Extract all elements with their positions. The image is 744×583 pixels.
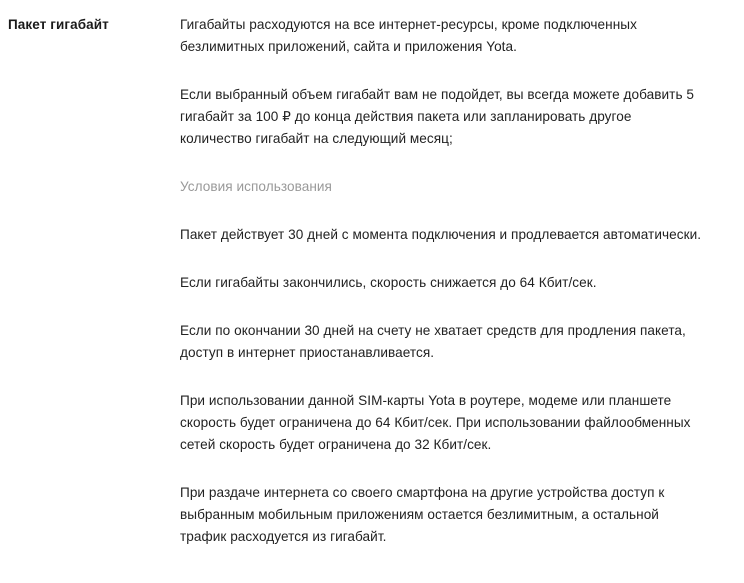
- paragraph-5: Если по окончании 30 дней на счету не хватает средств для продления пакета, доступ в интернет приостанавливается.: [180, 323, 686, 361]
- paragraph-4: Если гигабайты закончились, скорость снижается до 64 Кбит/сек.: [180, 275, 597, 291]
- description-column: [180, 14, 724, 548]
- paragraph-7: При раздаче интернета со своего смартфона на другие устройства доступ к выбранным мобильным приложениям остается безлимитным, а остальной трафик расходуется из гигабайт.: [180, 485, 665, 545]
- paragraph-6: При использовании данной SIM-карты Yota в роутере, модеме или планшете скорость будет ограничена до 64 Кбит/сек. При использовании файлообменных сетей скорость будет ограничена до 32 Кбит/сек.: [180, 393, 691, 453]
- definition-row: [8, 14, 724, 548]
- paragraph-2: Если выбранный объем гигабайт вам не подойдет, вы всегда можете добавить 5 гигабайт за 100 ₽ до конца действия пакета или запланировать другое количество гигабайт на следующий месяц;: [180, 87, 695, 147]
- paragraph-1: Гигабайты расходуются на все интернет-ресурсы, кроме подключенных безлимитных приложений, сайта и приложения Yota.: [180, 17, 637, 55]
- paragraph-3: Пакет действует 30 дней с момента подключения и продлевается автоматически.: [180, 227, 702, 243]
- term-title: Пакет гигабайт: [8, 17, 109, 32]
- term-column: [8, 14, 180, 35]
- subheading-usage-terms: Условия использования: [180, 179, 332, 195]
